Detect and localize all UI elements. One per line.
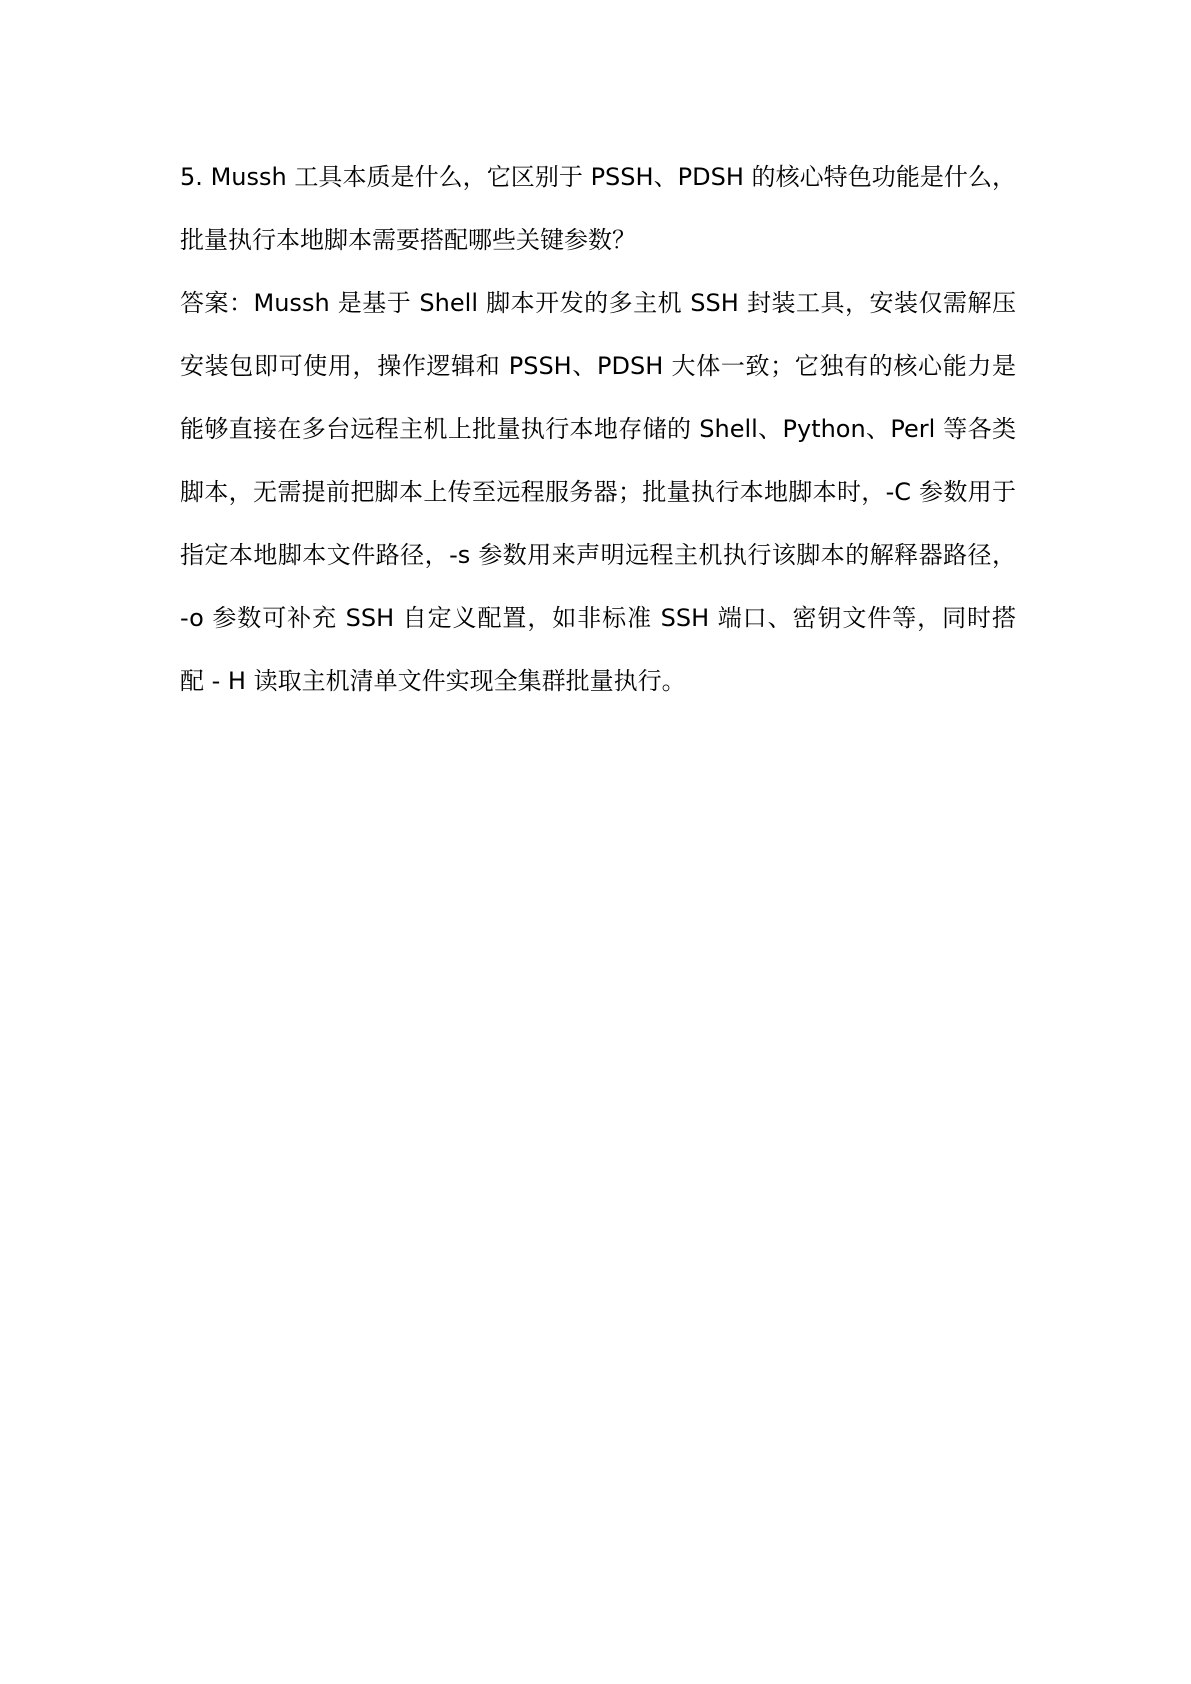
- question-line-1: 5. Mussh 工具本质是什么，它区别于 PSSH、PDSH 的核心特色功能是什么，: [180, 163, 1016, 191]
- answer-line-4: 脚本，无需提前把脚本上传至远程服务器；批量执行本地脚本时，-C 参数用于: [180, 478, 1016, 506]
- answer-line-7: 配 - H 读取主机清单文件实现全集群批量执行。: [180, 667, 686, 695]
- answer-line-3: 能够直接在多台远程主机上批量执行本地存储的 Shell、Python、Perl 等各类: [180, 415, 1016, 443]
- document-body: [180, 146, 1016, 713]
- answer-line-1: 答案：Mussh 是基于 Shell 脚本开发的多主机 SSH 封装工具，安装仅需解压: [180, 289, 1016, 317]
- answer-line-6: -o 参数可补充 SSH 自定义配置，如非标准 SSH 端口、密钥文件等，同时搭: [180, 604, 1016, 632]
- answer-line-2: 安装包即可使用，操作逻辑和 PSSH、PDSH 大体一致；它独有的核心能力是: [180, 352, 1016, 380]
- answer-line-5: 指定本地脚本文件路径，-s 参数用来声明远程主机执行该脚本的解释器路径，: [180, 541, 1016, 569]
- question-line-2: 批量执行本地脚本需要搭配哪些关键参数？: [180, 226, 636, 254]
